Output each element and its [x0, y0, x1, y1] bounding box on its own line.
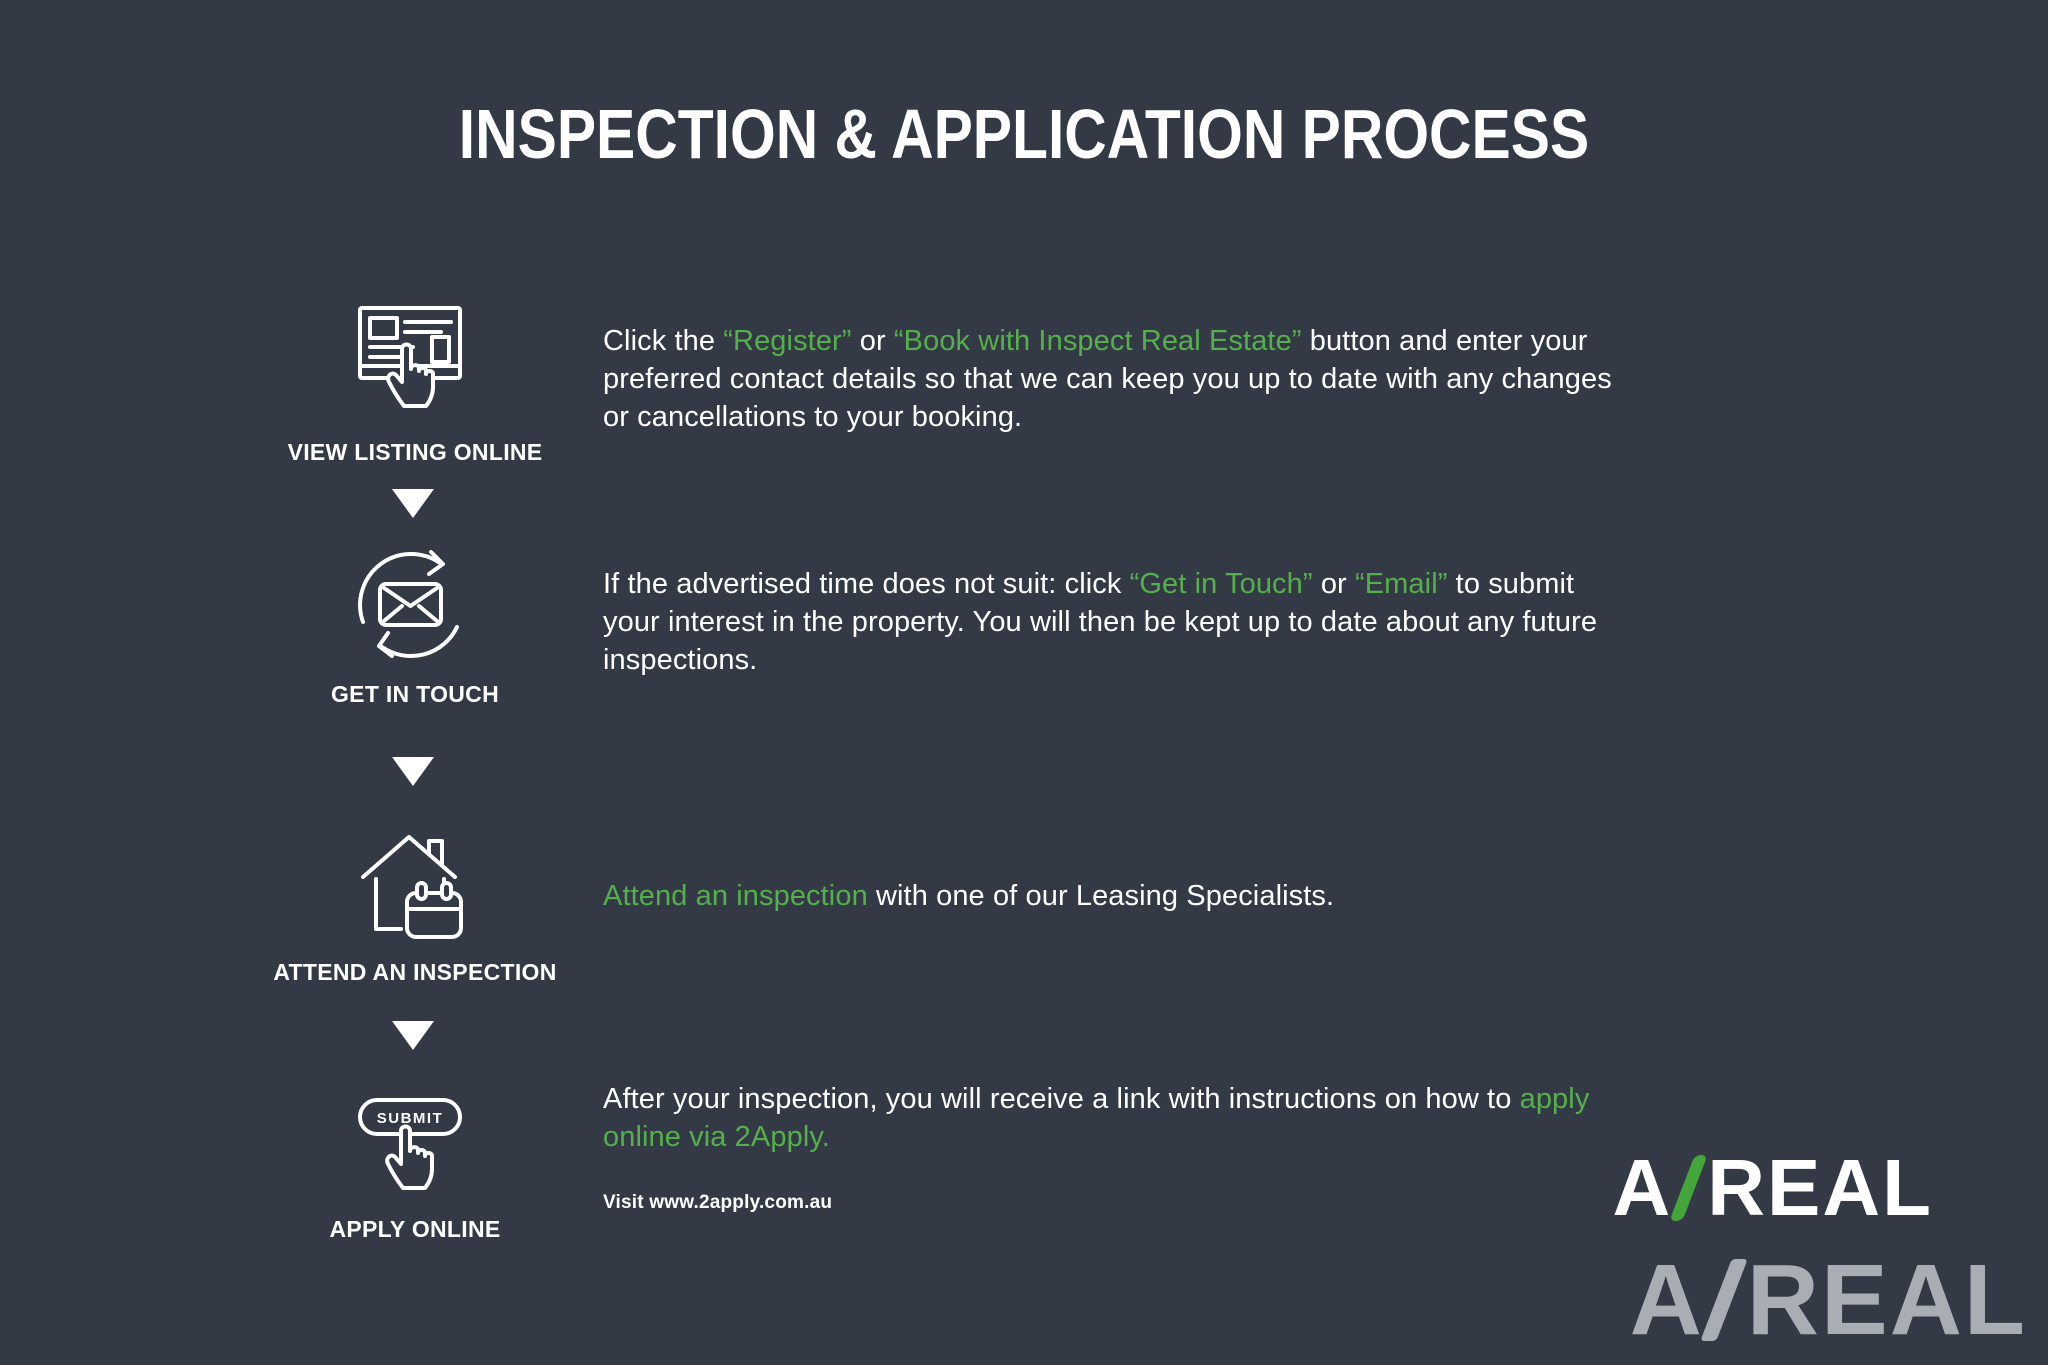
- down-arrow-icon: [392, 1021, 434, 1050]
- email-sync-icon: [348, 542, 474, 668]
- text-segment: to submit your interest in the property. You will then be kept up to date about any future inspections.: [603, 568, 1598, 676]
- logo-letters-real: REAL: [1707, 1143, 1933, 1232]
- step-description-2: [603, 565, 1623, 679]
- text-segment: “Register”: [723, 325, 852, 357]
- step-label-view-listing-online: VIEW LISTING ONLINE: [287, 439, 543, 465]
- areal-logo-secondary: [1629, 1244, 2027, 1356]
- logo-letter-a: A: [1612, 1143, 1673, 1232]
- text-segment: “Book with Inspect Real Estate”: [893, 325, 1302, 357]
- text-segment: or: [851, 325, 894, 357]
- areal-logo-primary: [1612, 1143, 1933, 1232]
- text-segment: Click the: [603, 325, 724, 357]
- step-label-apply-online: APPLY ONLINE: [329, 1216, 501, 1242]
- logo-slash-icon: [1700, 1259, 1747, 1341]
- down-arrow-icon: [392, 489, 434, 518]
- text-segment: or: [1312, 568, 1355, 600]
- down-arrow-icon: [392, 757, 434, 786]
- house-calendar-icon: [345, 825, 475, 955]
- submit-button-icon: [352, 1088, 468, 1204]
- listing-cursor-icon: [353, 300, 468, 415]
- text-segment: apply online via 2Apply.: [603, 1083, 1590, 1153]
- text-segment: with one of our Leasing Specialists.: [867, 880, 1335, 912]
- step-description-4: [603, 1080, 1623, 1156]
- step-description-1: [603, 322, 1623, 436]
- visit-2apply-note: Visit www.2apply.com.au: [603, 1192, 833, 1213]
- text-segment: “Get in Touch”: [1129, 568, 1313, 600]
- text-segment: Attend an inspection: [603, 880, 868, 912]
- logo-slash-icon: [1670, 1155, 1708, 1221]
- submit-button-label: SUBMIT: [376, 1110, 444, 1127]
- logo-letters-real: REAL: [1746, 1244, 2027, 1356]
- logo-letter-a: A: [1629, 1244, 1704, 1356]
- step-label-attend-an-inspection: ATTEND AN INSPECTION: [273, 959, 557, 985]
- text-segment: button and enter your preferred contact details so that we can keep you up to date with any changes or cancellations to your booking.: [603, 325, 1612, 433]
- page-title: INSPECTION & APPLICATION PROCESS: [458, 95, 1590, 173]
- text-segment: If the advertised time does not suit: click: [603, 568, 1130, 600]
- text-segment: After your inspection, you will receive a link with instructions on how to: [603, 1083, 1520, 1115]
- text-segment: “Email”: [1354, 568, 1448, 600]
- step-description-3: [603, 877, 1623, 915]
- step-label-get-in-touch: GET IN TOUCH: [330, 681, 499, 707]
